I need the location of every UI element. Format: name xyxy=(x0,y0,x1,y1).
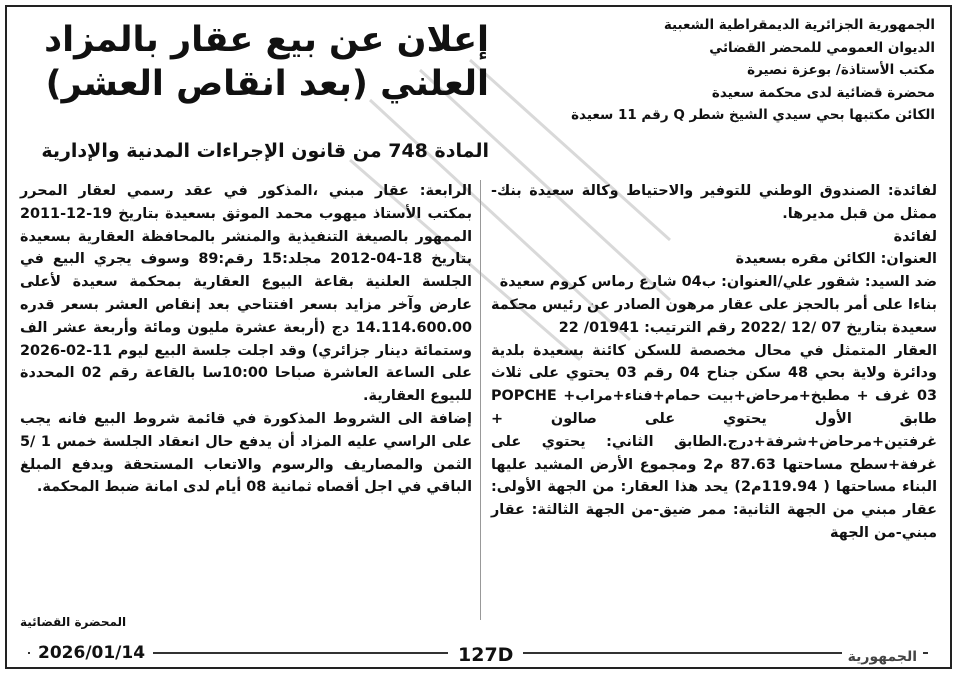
paragraph: العنوان: الكائن مقره بسعيدة xyxy=(735,251,937,268)
ad-title xyxy=(14,18,489,106)
header-line: الكائن مكتبها بحي سيدي الشيخ شطر Q رقم 11 سعيدة xyxy=(571,107,935,123)
paragraph: لفائدة xyxy=(893,228,937,245)
issue-date: 2026/01/14 xyxy=(30,643,153,663)
title-line: إعلان عن بيع عقار بالمزاد xyxy=(44,20,489,60)
paragraph: ضد السيد: شقور علي/العنوان: ب04 شارع رماس كروم سعيدة xyxy=(499,274,937,291)
paragraph: الرابعة: عقار مبني ،المذكور في عقد رسمي لعقار المحرر بمكتب الأستاذ ميهوب محمد الموثق بسعيدة بتاريخ 19-12-2011 الممهور بالصيغة التنفيذية والمنشر بالمحافظة العقارية بسعيدة بتاريخ 18-04-2012 مجلد:15 رقم:89 وسوف يجري البيع في الجلسة العلنية بقاعة البيوع العقارية بمحكمة سعيدة لأعلى عارض وآخر مزايد بسعر افتتاحي بعد إنقاص العشر بسعر قدره 14.114.600.00 دج (أربعة عشرة مليون ومائة وأربعة عشر الف وستمائة دينار جزائري) وقد اجلت جلسة البيع ليوم 11-02-2026 على الساعة العاشرة صباحا 10:00سا بالقاعة رقم 02 المحددة للبيوع العقارية. xyxy=(20,183,473,405)
paragraph: لفائدة: الصندوق الوطني للتوفير والاحتياط وكالة سعيدة بنك-ممثل من قبل مديرها. xyxy=(491,183,937,222)
left-column xyxy=(20,180,472,499)
column-divider xyxy=(480,180,481,620)
paragraph: العقار المتمثل في محال مخصصة للسكن كائنة بسعيدة بلدية ودائرة ولاية بحي 48 سكن جناح 04 رقم 03 يحتوي على ثلاث 03 غرف + مطبخ+مرحاض+بيت حمام+فناء+مراب+ POPCHE طابق الأول يحتوي على صالون + غرفتين+مرحاض+شرفة+درج.الطابق الثاني: يحتوي على غرفة+سطح مساحتها 87.63 م2 ومجموع الأرض المشيد عليها البناء مساحتها ( 119.94م2) يحد هذا العقار: من الجهة الأولى: عقار مبني من الجهة الثانية: ممر ضيق-من الجهة الثالثة: عقار مبني-من الجهة xyxy=(491,342,937,541)
right-column xyxy=(491,180,937,545)
header-line: الجمهورية الجزائرية الديمقراطية الشعبية xyxy=(663,17,935,33)
paragraph: بناءا على أمر بالحجز على عقار مرهون الصادر عن رئيس محكمة سعيدة بتاريخ 07 /12 /2022 رقم الترتيب: 01941/ 22 xyxy=(491,296,937,336)
paragraph: إضافة الى الشروط المذكورة في قائمة شروط البيع فانه يجب على الراسي عليه المزاد أن يدفع حال انعقاد الجلسة خمس 1 /5 الثمن والمصاريف والرسوم والاتعاب المستحقة ويدفع المبلغ الباقي في اجل أقصاه ثمانية 08 أيام لدى امانة ضبط المحكمة. xyxy=(20,410,472,496)
header-line: محضرة قضائية لدى محكمة سعيدة xyxy=(711,84,935,101)
newspaper-brand: الجمهورية xyxy=(842,649,923,665)
header-line: مكتب الأستاذة/ بوعزة نصيرة xyxy=(747,62,935,78)
issuer-header xyxy=(515,14,935,127)
ad-subtitle: المادة 748 من قانون الإجراءات المدنية والإدارية xyxy=(41,140,489,162)
header-line: الديوان العمومي للمحضر القضائي xyxy=(709,39,935,56)
page-number: 127D xyxy=(448,644,523,666)
signature-label: المحضرة القضائية xyxy=(20,615,127,629)
title-line: العلني (بعد انقاص العشر) xyxy=(45,64,489,104)
